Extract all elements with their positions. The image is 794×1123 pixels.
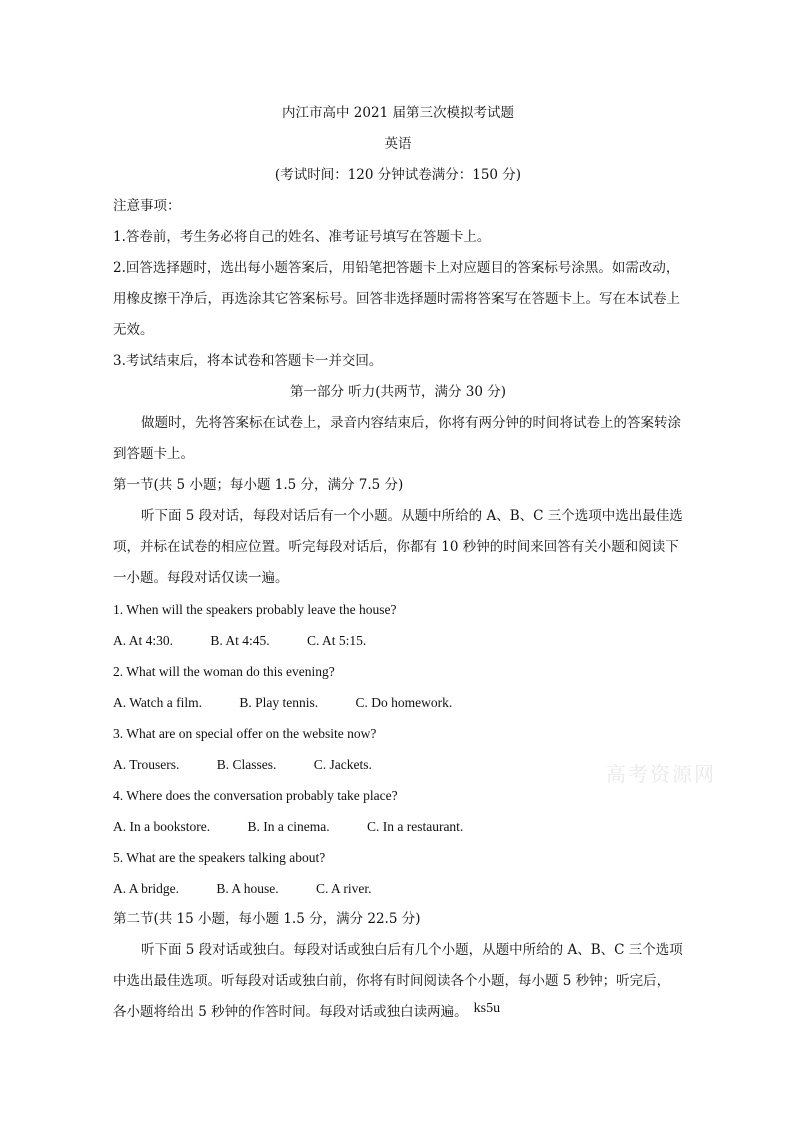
option-b[interactable]: B. A house. <box>216 881 279 896</box>
section1-instruction: 听下面 5 段对话，每段对话后有一个小题。从题中所给的 A、B、C 三个选项中选出最佳选项，并标在试卷的相应位置。听完每段对话后，你都有 10 秒钟的时间来回答有关小题和阅读下一小题。每段对话仅读一遍。 <box>113 508 683 586</box>
option-c[interactable]: C. Jackets. <box>313 757 372 772</box>
section2-instruction: 听下面 5 段对话或独白。每段对话或独白后有几个小题，从题中所给的 A、B、C 三个选项中选出最佳选项。听每段对话或独白前，你将有时间阅读各个小题，每小题 5 秒钟；听完后，各小题将给出 5 秒钟的作答时间。每段对话或独白读两遍。 <box>113 942 683 1020</box>
question-options <box>113 687 683 718</box>
part1-title: 第一部分 听力(共两节，满分 30 分) <box>289 384 507 400</box>
option-a[interactable]: A. Watch a film. <box>113 695 203 710</box>
subject-title: 英语 <box>384 136 412 152</box>
question-block <box>113 780 683 842</box>
notes-heading: 注意事项： <box>113 198 181 214</box>
question-options <box>113 625 683 656</box>
ks5u-mark: ks5u <box>473 1001 501 1016</box>
option-c[interactable]: C. Do homework. <box>355 695 453 710</box>
question-text: 2. What will the woman do this evening? <box>113 664 335 679</box>
option-c[interactable]: C. In a restaurant. <box>366 819 464 834</box>
question-block <box>113 594 683 656</box>
exam-page <box>113 98 683 1028</box>
section2-title: 第二节(共 15 小题，每小题 1.5 分，满分 22.5 分) <box>113 911 421 927</box>
option-a[interactable]: A. At 4:30. <box>113 633 174 648</box>
question-options <box>113 811 683 842</box>
section2-instruction-wrapper <box>113 935 683 1028</box>
option-a[interactable]: A. A bridge. <box>113 881 179 896</box>
option-b[interactable]: B. At 4:45. <box>210 633 270 648</box>
note-item-2: 2.回答选择题时，选出每小题答案后，用铅笔把答题卡上对应题目的答案标号涂黑。如需改动，用橡皮擦干净后，再选涂其它答案标号。回答非选择题时需将答案写在答题卡上。写在本试卷上无效。 <box>113 260 680 338</box>
option-c[interactable]: C. A river. <box>316 881 372 896</box>
question-text: 3. What are on special offer on the website now? <box>113 726 377 741</box>
question-block <box>113 718 683 780</box>
option-b[interactable]: B. In a cinema. <box>247 819 330 834</box>
option-b[interactable]: B. Play tennis. <box>239 695 319 710</box>
question-text: 1. When will the speakers probably leave the house? <box>113 602 397 617</box>
option-b[interactable]: B. Classes. <box>216 757 277 772</box>
question-text: 5. What are the speakers talking about? <box>113 850 326 865</box>
question-options <box>113 873 683 904</box>
note-item-3: 3.考试结束后，将本试卷和答题卡一并交回。 <box>113 353 383 369</box>
exam-info: (考试时间：120 分钟试卷满分：150 分) <box>274 167 522 183</box>
option-a[interactable]: A. In a bookstore. <box>113 819 211 834</box>
exam-title: 内江市高中 2021 届第三次模拟考试题 <box>282 105 514 121</box>
question-block <box>113 656 683 718</box>
section1-title: 第一节(共 5 小题；每小题 1.5 分，满分 7.5 分) <box>113 477 404 493</box>
question-options <box>113 749 683 780</box>
question-block <box>113 842 683 904</box>
part1-instruction: 做题时，先将答案标在试卷上，录音内容结束后，你将有两分钟的时间将试卷上的答案转涂到答题卡上。 <box>113 415 681 462</box>
watermark: 高考资源网 <box>606 762 716 786</box>
option-a[interactable]: A. Trousers. <box>113 757 180 772</box>
note-item-1: 1.答卷前，考生务必将自己的姓名、准考证号填写在答题卡上。 <box>113 229 491 245</box>
option-c[interactable]: C. At 5:15. <box>307 633 367 648</box>
question-text: 4. Where does the conversation probably take place? <box>113 788 398 803</box>
